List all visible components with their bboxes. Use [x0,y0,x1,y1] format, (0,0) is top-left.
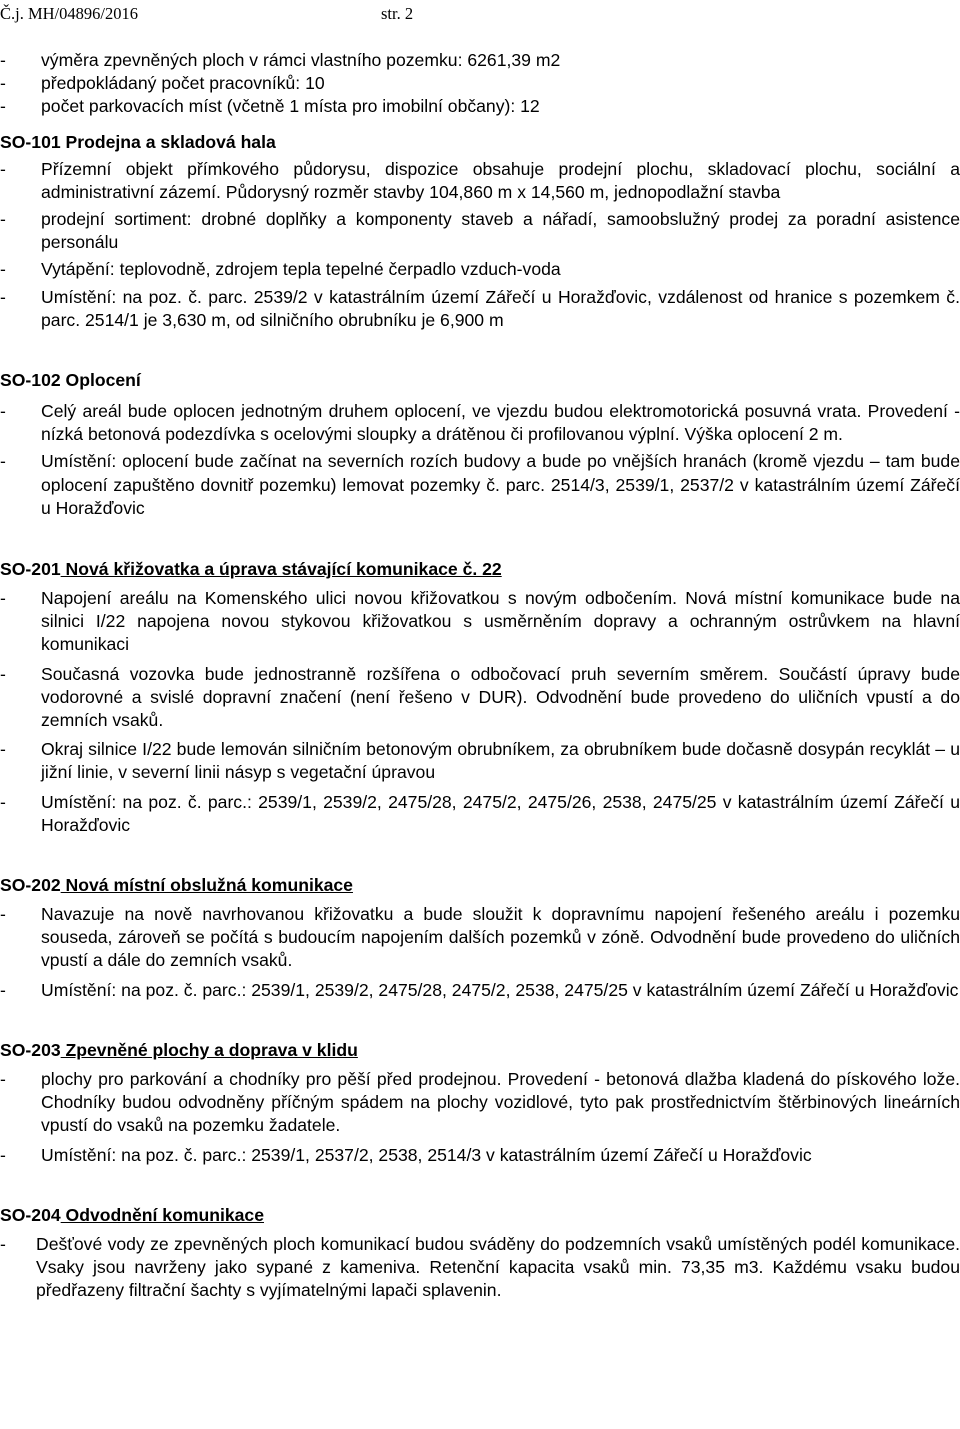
list-item: - Přízemní objekt přímkového půdorysu, dispozice obsahuje prodejní plochu, skladovací plochu, sociální a administrativní zázemí. Půdorysný rozměr stavby 104,860 m x 14,560 m, jednopodlažní stavba [0,158,960,202]
section-so-101 [0,131,960,332]
section-so-202 [0,874,960,1002]
list-item: - prodejní sortiment: drobné doplňky a komponenty staveb a nářadí, samoobslužný prodej za poradní asistence personálu [0,209,960,253]
section-so-204 [0,1204,960,1303]
intro-list [0,49,960,119]
page-number: str. 2 [381,4,414,23]
list-item: - Umístění: na poz. č. parc.: 2539/1, 2539/2, 2475/28, 2475/2, 2475/26, 2538, 2475/25 v katastrálním území Zářečí u Horažďovic [0,791,960,835]
section-heading: SO-101 Prodejna a skladová hala [0,131,276,152]
section-heading: SO-201 Nová křižovatka a úprava stávající komunikace č. 22 [0,559,502,580]
list-item: - Umístění: na poz. č. parc. 2539/2 v katastrálním území Zářečí u Horažďovic, vzdálenost od hranice s pozemkem č. parc. 2514/1 je 3,630 m, od silničního obrubníku je 6,900 m [0,286,960,330]
section-heading: SO-102 Oplocení [0,370,141,391]
list-item: - Navazuje na nově navrhovanou křižovatku a bude sloužit k dopravnímu napojení řešeného areálu i pozemku souseda, zároveň se počítá s budoucím napojením dalších pozemků v zóně. Odvodnění bude provedeno do uličních vpustí a dále do zemních vsaků. [0,904,960,971]
list-item: - předpokládaný počet pracovníků: 10 [0,73,325,94]
list-item: - plochy pro parkování a chodníky pro pěší před prodejnou. Provedení - betonová dlažba kladená do pískového lože. Chodníky budou odvodněny příčným spádem na plochy vozidlové, tyto pak prostřednictvím štěrbinových lineárních vpustí do vsaků na pozemku žadatele. [0,1068,960,1136]
list-item: - Současná vozovka bude jednostranně rozšířena o odbočovací pruh severním směrem. Součástí úpravy bude vodorovné a svislé dopravní značení (není řešeno v DUR). Odvodnění bude provedeno do uličních vpustí a do zemních vsaků. [0,663,960,731]
list-item: - Okraj silnice I/22 bude lemován silničním betonovým obrubníkem, za obrubníkem bude dočasně dosypán recyklát – u jižní linie, v severní linii násyp s vegetační úpravou [0,739,960,783]
section-so-203 [0,1039,960,1167]
section-so-201 [0,558,960,837]
section-heading: SO-202 Nová místní obslužná komunikace [0,875,353,896]
list-item: - Napojení areálu na Komenského ulici novou křižovatkou s novým odbočením. Nová místní komunikace bude na silnici I/22 napojena novou stykovou křižovatkou s usměrněním dopravy a ochranným ostrůvkem na hlavní komunikaci [0,588,960,655]
list-item: - počet parkovacích míst (včetně 1 místa pro imobilní občany): 12 [0,96,540,117]
document-reference: Č.j. MH/04896/2016 [0,4,138,23]
section-heading: SO-203 Zpevněné plochy a doprava v klidu [0,1039,358,1060]
list-item: - Vytápění: teplovodně, zdrojem tepla tepelné čerpadlo vzduch-voda [0,259,561,280]
list-item: - Celý areál bude oplocen jednotným druhem oplocení, ve vjezdu budou elektromotorická posuvná vrata. Provedení - nízká betonová podezdívka s ocelovými sloupky a drátěnou či profilovanou výplní. Výška oplocení 2 m. [0,401,960,445]
list-item: - Dešťové vody ze zpevněných ploch komunikací budou sváděny do podzemních vsaků umístěných podél komunikace. Vsaky jsou navrženy jako sypané z kameniva. Retenční kapacita vsaků min. 73,35 m3. Každému vsaku budou předřazeny filtrační šachty s vyjímatelnými lapači splavenin. [0,1233,960,1301]
section-so-102 [0,369,960,520]
list-item: - Umístění: na poz. č. parc.: 2539/1, 2537/2, 2538, 2514/3 v katastrálním území Zářečí u Horažďovic [0,1144,812,1165]
list-item: - výměra zpevněných ploch v rámci vlastního pozemku: 6261,39 m2 [0,50,561,70]
page-header [0,0,960,28]
section-heading: SO-204 Odvodnění komunikace [0,1204,264,1225]
list-item: - Umístění: oplocení bude začínat na severních rozích budovy a bude po vnějších hranách (kromě vjezdu – tam bude oplocení zapuštěno dovnitř pozemku) lemovat pozemky č. parc. 2514/3, 2539/1, 2537/2 v katastrálním území Zářečí u Horažďovic [0,451,960,518]
list-item: - Umístění: na poz. č. parc.: 2539/1, 2539/2, 2475/28, 2475/2, 2538, 2475/25 v katastrálním území Zářečí u Horažďovic [0,979,959,1000]
document-body [0,49,960,1302]
